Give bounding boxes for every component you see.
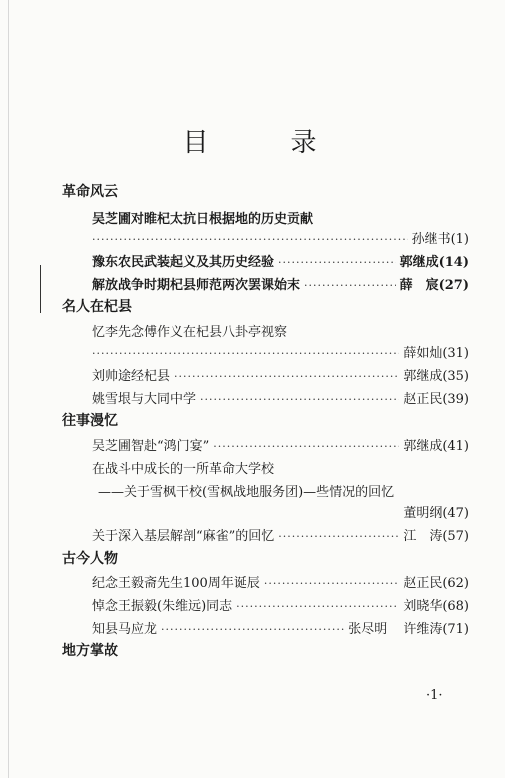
toc-entry-author: 赵正民(62) bbox=[403, 576, 469, 591]
toc-entry-title: 关于深入基层解剖“麻雀”的回忆 bbox=[92, 529, 275, 544]
toc-entry-author: 赵正民(39) bbox=[403, 392, 469, 407]
toc-entry-title: 姚雪垠与大同中学 bbox=[92, 392, 197, 407]
dot-leader bbox=[236, 600, 399, 613]
toc-entry-author: 薛如灿(31) bbox=[403, 346, 469, 361]
dot-leader bbox=[174, 370, 399, 383]
toc-entry-author: 郭继成(41) bbox=[403, 439, 469, 454]
page-title: 目 录 bbox=[182, 128, 345, 158]
dot-leader bbox=[161, 623, 344, 636]
page-edge-shadow bbox=[8, 0, 9, 778]
page-number: ·1· bbox=[426, 688, 443, 703]
toc-entry-title: 在战斗中成长的一所革命大学校 bbox=[92, 462, 275, 477]
toc-entry bbox=[92, 572, 469, 592]
margin-mark bbox=[40, 265, 41, 313]
dot-leader bbox=[213, 440, 399, 453]
toc-entry bbox=[92, 388, 469, 408]
toc-entry-author: 张尽明 bbox=[348, 622, 388, 637]
toc-entry bbox=[92, 502, 469, 522]
toc-entry-author: 郭继成(35) bbox=[403, 369, 469, 384]
toc-entry-title: 纪念王毅斋先生100周年诞辰 bbox=[92, 576, 260, 591]
section-heading: 名人在杞县 bbox=[62, 299, 132, 315]
toc-entry-title: 解放战争时期杞县师范两次罢课始末 bbox=[92, 278, 301, 293]
toc-entry-author: 郭继成(14) bbox=[399, 255, 469, 270]
toc-entry-title: 知县马应龙 bbox=[92, 622, 158, 637]
toc-entry-author: 江 涛(57) bbox=[403, 529, 469, 544]
toc-entry-author: 董明纲(47) bbox=[403, 506, 469, 521]
section-heading: 地方掌故 bbox=[62, 643, 118, 659]
toc-entry bbox=[92, 365, 469, 385]
dot-leader bbox=[278, 530, 399, 543]
toc-entry-author: 刘晓华(68) bbox=[403, 599, 469, 614]
toc-entry-author: 薛 宸(27) bbox=[399, 278, 469, 293]
toc-entry bbox=[92, 251, 469, 271]
toc-entry bbox=[92, 342, 469, 362]
toc-entry-author: 许维涛(71) bbox=[403, 622, 469, 637]
dot-leader bbox=[200, 393, 399, 406]
toc-entry bbox=[92, 618, 469, 638]
toc-entry bbox=[92, 525, 469, 545]
toc-entry-title: 豫东农民武装起义及其历史经验 bbox=[92, 255, 275, 270]
toc-entry-author: 孙继书(1) bbox=[411, 232, 469, 247]
toc-entry-title: 悼念王振毅(朱维远)同志 bbox=[92, 599, 233, 614]
dot-leader bbox=[92, 347, 399, 360]
section-heading: 往事漫忆 bbox=[62, 413, 118, 429]
toc-entry-subtitle: ——关于雪枫干校(雪枫战地服务团)—些情况的回忆 bbox=[98, 485, 395, 500]
toc-entry-title: 吴芝圃智赴“鸿门宴” bbox=[92, 439, 210, 454]
dot-leader bbox=[278, 256, 396, 269]
toc-entry bbox=[92, 435, 469, 455]
toc-entry-title: 忆李先念傅作义在杞县八卦亭视察 bbox=[92, 325, 288, 340]
dot-leader bbox=[92, 233, 408, 246]
dot-leader bbox=[304, 279, 396, 292]
toc-entry bbox=[92, 274, 469, 294]
section-heading: 革命风云 bbox=[62, 184, 118, 200]
toc-entry bbox=[92, 228, 469, 248]
toc-entry bbox=[92, 595, 469, 615]
toc-entry-title: 吴芝圃对睢杞太抗日根据地的历史贡献 bbox=[92, 212, 314, 227]
dot-leader bbox=[264, 577, 399, 590]
section-heading: 古今人物 bbox=[62, 551, 118, 567]
toc-entry-title: 刘帅途经杞县 bbox=[92, 369, 171, 384]
